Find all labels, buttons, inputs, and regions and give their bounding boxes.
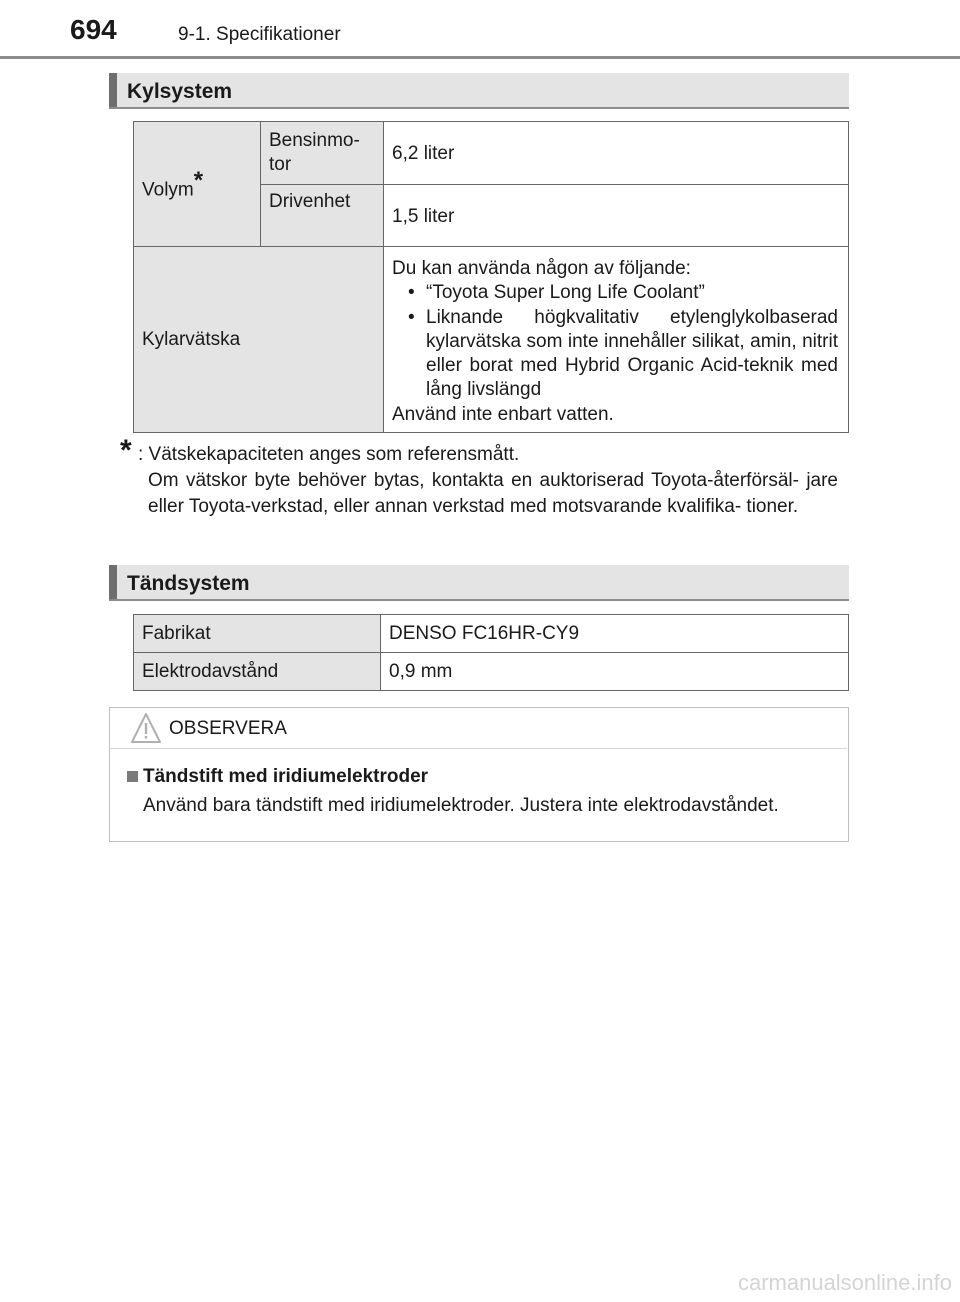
table-row [134, 653, 849, 691]
bullet-text: “Toyota Super Long Life Coolant” [426, 282, 705, 304]
bullet-dot-icon: • [408, 282, 415, 304]
bensinmotor-label-line1: Bensinmo- [269, 130, 360, 151]
kylarvatska-value-cell [384, 247, 849, 433]
bensinmotor-value: 6,2 liter [384, 122, 849, 185]
kylarvatska-outro: Använd inte enbart vatten. [392, 403, 614, 425]
footnote-line1: : Vätskekapaciteten anges som referensmått. [138, 444, 520, 465]
tandsystem-heading [109, 565, 849, 601]
footnote-marker: * [120, 434, 132, 467]
kylarvatska-label: Kylarvätska [134, 247, 384, 433]
caution-text: Använd bara tändstift med iridiumelektroder. Justera inte elektrodavståndet. [143, 795, 779, 816]
page-number: 694 [70, 14, 117, 45]
fabrikat-label: Fabrikat [134, 615, 381, 653]
kylsystem-title: Kylsystem [127, 80, 233, 103]
kylarvatska-intro: Du kan använda någon av följande: [392, 258, 691, 279]
kylsystem-table [133, 121, 849, 433]
bullet-dot-icon: • [408, 306, 415, 328]
kylarvatska-bullet-1 [392, 281, 838, 305]
table-row [134, 615, 849, 653]
square-bullet-icon [127, 771, 138, 782]
kylsystem-heading [109, 73, 849, 109]
tandsystem-title: Tändsystem [127, 572, 250, 595]
bullet-text: Liknande högkvalitativ etylenglykolbaserad kylarvätska som inte innehåller silikat, amin, nitrit eller borat med Hybrid Organic Acid-teknik med lång livslängd [426, 306, 838, 401]
bensinmotor-label-line2: tor [269, 154, 292, 175]
bensinmotor-label-cell [261, 122, 384, 185]
caution-header [110, 708, 847, 749]
elektrodavstand-value: 0,9 mm [381, 653, 849, 691]
header-rule [0, 56, 960, 59]
drivenhet-value: 1,5 liter [384, 185, 849, 247]
heading-accent [109, 565, 117, 599]
warning-triangle-icon [130, 711, 162, 745]
kylarvatska-bullet-2 [392, 306, 838, 403]
tandsystem-table [133, 614, 849, 691]
volym-label: Volym [142, 179, 194, 201]
caution-label: OBSERVERA [169, 718, 287, 739]
watermark: carmanualsonline.info [737, 1270, 952, 1295]
footnote-paragraph: Om vätskor byte behöver bytas, kontakta en auktoriserad Toyota-återförsäl- jare eller Toyota-verkstad, eller annan verkstad med motsvarande kvalifika- tioner. [148, 470, 838, 517]
elektrodavstand-label: Elektrodavstånd [134, 653, 381, 691]
caution-subtitle: Tändstift med iridiumelektroder [143, 766, 429, 787]
drivenhet-label: Drivenhet [261, 185, 384, 247]
volym-footnote-marker: * [193, 166, 204, 194]
caution-box [109, 707, 849, 842]
section-title: 9-1. Specifikationer [178, 24, 341, 45]
heading-accent [109, 73, 117, 107]
fabrikat-value: DENSO FC16HR-CY9 [381, 615, 849, 653]
volym-label-cell [134, 122, 261, 247]
